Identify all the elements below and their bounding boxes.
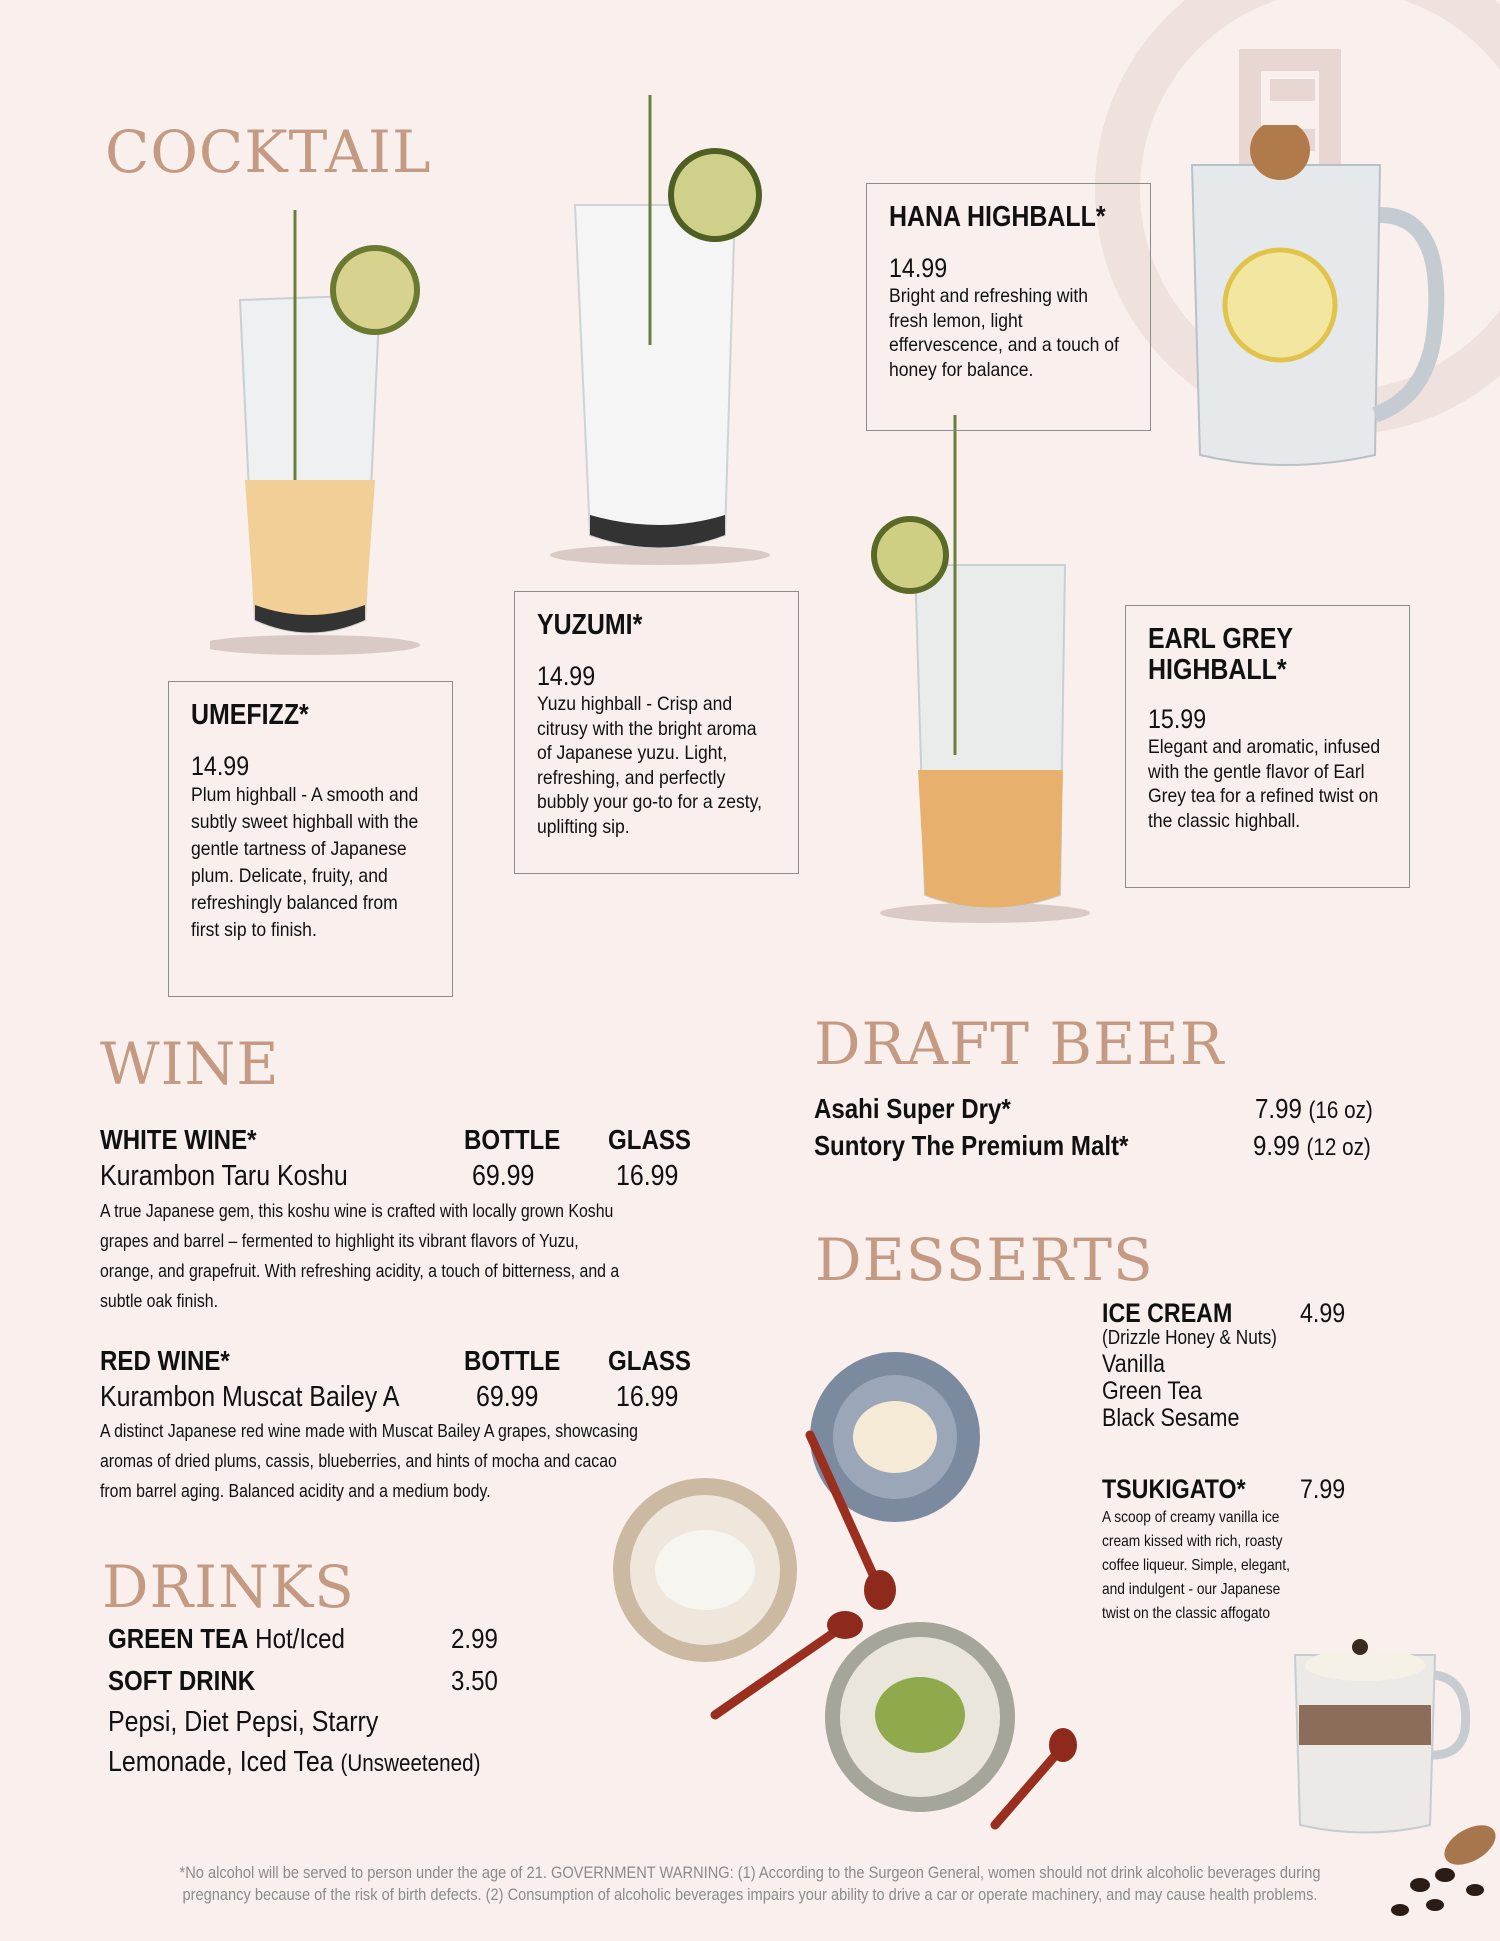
umefizz-name: UMEFIZZ*	[191, 699, 309, 731]
white-wine-bottle-price: 69.99	[472, 1160, 535, 1192]
ice-cream-note: (Drizzle Honey & Nuts)	[1102, 1327, 1277, 1349]
hana-highball-mug-image	[1180, 125, 1450, 485]
earl-grey-glass-image	[870, 415, 1100, 930]
draft-beer-heading: DRAFT BEER	[814, 1010, 1225, 1078]
umefizz-card	[168, 681, 453, 997]
yuzumi-price: 14.99	[537, 661, 596, 691]
green-tea-option: Hot/Iced	[255, 1623, 345, 1654]
hana-highball-price: 14.99	[889, 253, 948, 283]
red-wine-label: RED WINE*	[100, 1345, 230, 1376]
ice-cream-name: ICE CREAM	[1102, 1298, 1233, 1328]
red-wine-glass-header: GLASS	[608, 1345, 691, 1376]
soft-drink-options-line1: Pepsi, Diet Pepsi, Starry	[108, 1706, 379, 1738]
desserts-heading: DESSERTS	[815, 1226, 1154, 1294]
wine-heading: WINE	[100, 1030, 280, 1098]
red-wine-desc: A distinct Japanese red wine made with Muscat Bailey A grapes, showcasing aromas of dried plums, cassis, blueberries, and hints of mocha and cacao from barrel aging. Balanced acidity and a medium body.	[100, 1421, 638, 1501]
asahi-name: Asahi Super Dry*	[814, 1093, 1011, 1124]
hana-highball-card	[866, 183, 1151, 431]
white-wine-bottle-header: BOTTLE	[464, 1124, 561, 1155]
yuzumi-card	[514, 591, 799, 874]
green-tea-name: GREEN TEA	[108, 1623, 249, 1654]
footer-line2: pregnancy because of the risk of birth defects. (2) Consumption of alcoholic beverages impairs your ability to drive a car or operate machinery, and may cause health problems.	[182, 1885, 1318, 1904]
yuzumi-desc: Yuzu highball - Crisp and citrusy with the bright aroma of Japanese yuzu. Light, refreshing, and perfectly bubbly your go-to for a zesty, uplifting sip.	[537, 693, 763, 838]
suntory-size: (12 oz)	[1306, 1134, 1371, 1161]
umefizz-desc: Plum highball - A smooth and subtly sweet highball with the gentle tartness of Japanese plum. Delicate, fruity, and refreshingly balanced from first sip to finish.	[191, 784, 419, 941]
green-tea-price: 2.99	[451, 1623, 498, 1654]
soft-drink-name: SOFT DRINK	[108, 1665, 256, 1696]
tsukigato-price: 7.99	[1300, 1474, 1346, 1504]
umefizz-price: 14.99	[191, 751, 250, 781]
earl-grey-card	[1125, 605, 1410, 888]
earl-grey-price: 15.99	[1148, 704, 1207, 734]
soft-drink-price: 3.50	[451, 1665, 498, 1696]
footer-line1: *No alcohol will be served to person under the age of 21. GOVERNMENT WARNING: (1) According to the Surgeon General, women should not drink alcoholic beverages during	[179, 1863, 1321, 1882]
white-wine-glass-header: GLASS	[608, 1124, 691, 1155]
ice-cream-flavor-vanilla: Vanilla	[1102, 1350, 1165, 1378]
legal-footer	[0, 1862, 1500, 1906]
green-tea-row	[108, 1623, 345, 1655]
white-wine-label: WHITE WINE*	[100, 1124, 257, 1155]
affogato-glass-image	[1285, 1635, 1470, 1840]
earl-grey-desc: Elegant and aromatic, infused with the gentle flavor of Earl Grey tea for a refined twist on the classic highball.	[1148, 736, 1381, 832]
white-wine-desc: A true Japanese gem, this koshu wine is crafted with locally grown Koshu grapes and barrel – fermented to highlight its vibrant flavors of Yuzu, orange, and grapefruit. With refreshing acidity, a touch of bitterness, and a subtle oak finish.	[100, 1201, 620, 1311]
red-wine-bottle-price: 69.99	[476, 1381, 539, 1413]
drinks-heading: DRINKS	[102, 1553, 355, 1621]
asahi-size: (16 oz)	[1308, 1097, 1373, 1124]
soft-drink-options-text: Lemonade, Iced Tea	[108, 1746, 334, 1778]
soft-drink-options-line2	[108, 1746, 480, 1779]
ice-cream-price: 4.99	[1300, 1298, 1346, 1328]
ice-cream-flavor-black-sesame: Black Sesame	[1102, 1404, 1240, 1432]
asahi-price-row	[1255, 1093, 1373, 1125]
soft-drink-note: (Unsweetened)	[340, 1750, 481, 1777]
cocktail-heading: COCKTAIL	[105, 118, 432, 186]
suntory-price-row	[1253, 1130, 1371, 1162]
asahi-price: 7.99	[1255, 1093, 1302, 1124]
earl-grey-name-line2: HIGHBALL*	[1148, 654, 1287, 686]
tsukigato-name: TSUKIGATO*	[1102, 1474, 1246, 1504]
hana-highball-name: HANA HIGHBALL*	[889, 201, 1106, 233]
red-wine-name: Kurambon Muscat Bailey A	[100, 1381, 400, 1413]
hana-highball-desc: Bright and refreshing with fresh lemon, light effervescence, and a touch of honey for balance.	[889, 285, 1119, 381]
red-wine-glass-price: 16.99	[616, 1381, 679, 1413]
ice-cream-flavor-green-tea: Green Tea	[1102, 1377, 1203, 1405]
yuzumi-name: YUZUMI*	[537, 609, 643, 641]
suntory-name: Suntory The Premium Malt*	[814, 1130, 1129, 1161]
umefizz-glass-image	[210, 200, 440, 660]
dessert-plates-image	[595, 1345, 1095, 1845]
suntory-price: 9.99	[1253, 1130, 1300, 1161]
red-wine-bottle-header: BOTTLE	[464, 1345, 561, 1376]
white-wine-glass-price: 16.99	[616, 1160, 679, 1192]
earl-grey-name-line1: EARL GREY	[1148, 623, 1294, 655]
yuzumi-glass-image	[540, 95, 780, 575]
white-wine-name: Kurambon Taru Koshu	[100, 1160, 348, 1192]
tsukigato-desc: A scoop of creamy vanilla ice cream kissed with rich, roasty coffee liqueur. Simple, elegant, and indulgent - our Japanese twist on the classic affogato	[1102, 1509, 1290, 1622]
